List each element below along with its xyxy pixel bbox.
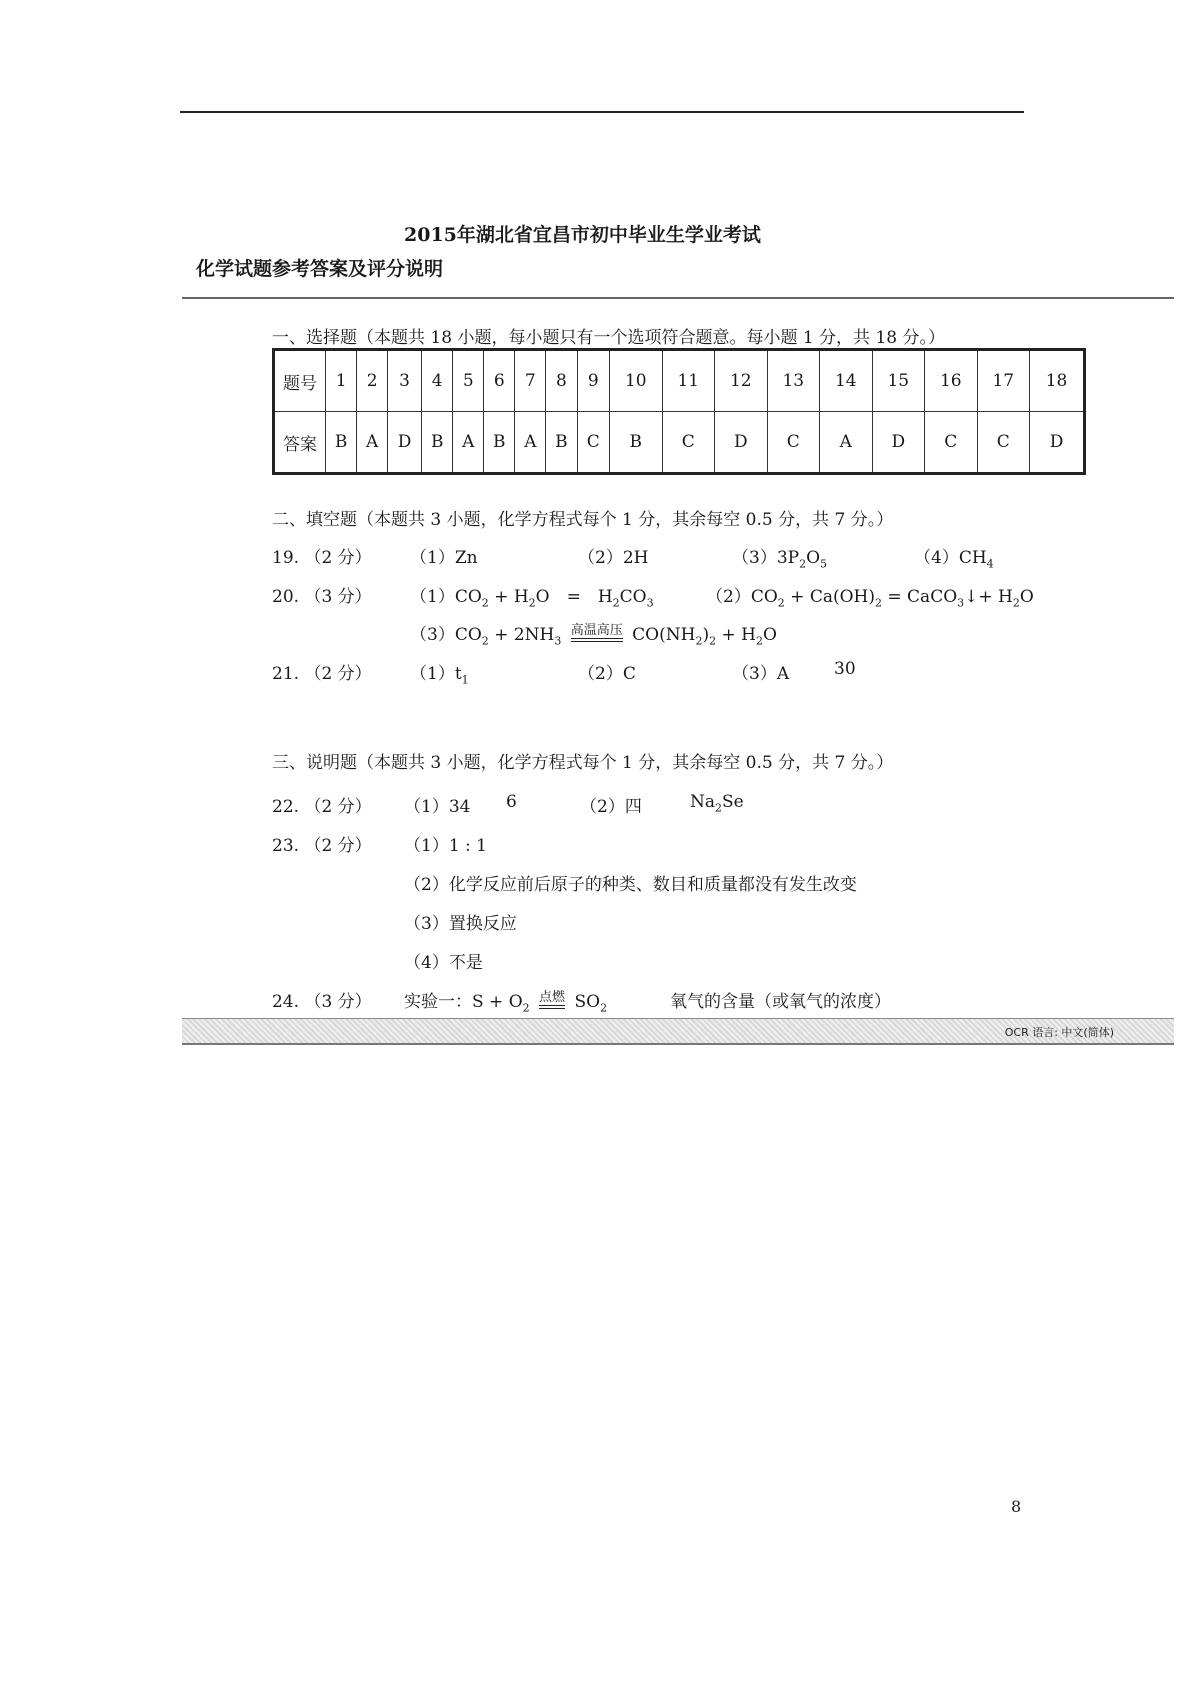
reaction-condition: 点燃 bbox=[535, 997, 569, 1015]
header-rule bbox=[180, 111, 1024, 113]
q22-answer2-formula: $Na_2Se$ bbox=[690, 792, 744, 815]
table-cell: 18 bbox=[1030, 350, 1085, 412]
table-cell: B bbox=[546, 412, 577, 474]
document-subtitle: 化学试题参考答案及评分说明 bbox=[196, 258, 444, 280]
table-cell: C bbox=[662, 412, 715, 474]
table-cell: 15 bbox=[872, 350, 925, 412]
q19-answer3: $(3)3P_2O_5$ bbox=[732, 548, 828, 571]
table-cell: C bbox=[767, 412, 820, 474]
table-cell: B bbox=[484, 412, 515, 474]
table-cell: 2 bbox=[357, 350, 388, 412]
scan-top-border bbox=[182, 297, 1174, 299]
table-cell: D bbox=[388, 412, 422, 474]
row-label-answer: 答案 bbox=[274, 412, 326, 474]
table-cell: D bbox=[1030, 412, 1085, 474]
q23-answer1: （1）1 : 1 bbox=[404, 836, 487, 856]
q21-answer3-value: 30 bbox=[834, 659, 856, 679]
table-cell: 16 bbox=[925, 350, 978, 412]
table-cell: 17 bbox=[977, 350, 1030, 412]
q21-answer1: $(1)t_1$ bbox=[410, 664, 469, 687]
q22-answer2: （2）四 bbox=[580, 797, 642, 817]
answer-table bbox=[272, 348, 1086, 475]
q23-answer2: （2）化学反应前后原子的种类、数目和质量都没有发生改变 bbox=[404, 875, 857, 895]
section1-heading: 一、选择题（本题共 18 小题，每小题只有一个选项符合题意。每小题 1 分，共 18 分。） bbox=[272, 328, 946, 348]
table-cell: 8 bbox=[546, 350, 577, 412]
q21-answer2: （2）C bbox=[578, 664, 636, 684]
table-cell: D bbox=[715, 412, 768, 474]
q20-equation1: $(1)CO_2 + H_2O$ = $H_2CO_3$ bbox=[410, 587, 654, 610]
section3-heading: 三、说明题（本题共 3 小题，化学方程式每个 1 分，其余每空 0.5 分，共 7 分。） bbox=[272, 753, 894, 773]
table-cell: 14 bbox=[820, 350, 873, 412]
q24-label: 24. （3 分） bbox=[272, 992, 372, 1012]
ocr-status-bar bbox=[182, 1018, 1174, 1045]
table-cell: 13 bbox=[767, 350, 820, 412]
section2-heading: 二、填空题（本题共 3 小题，化学方程式每个 1 分，其余每空 0.5 分，共 7 分。） bbox=[272, 510, 894, 530]
table-cell: 12 bbox=[715, 350, 768, 412]
table-cell: B bbox=[326, 412, 357, 474]
table-cell: A bbox=[453, 412, 484, 474]
q20-label: 20. （3 分） bbox=[272, 587, 372, 607]
table-cell: A bbox=[515, 412, 546, 474]
table-cell: 11 bbox=[662, 350, 715, 412]
q21-answer3: （3）A bbox=[732, 664, 790, 684]
table-cell: 6 bbox=[484, 350, 515, 412]
table-cell: 7 bbox=[515, 350, 546, 412]
q21-label: 21. （2 分） bbox=[272, 664, 372, 684]
table-cell: A bbox=[820, 412, 873, 474]
document-title: 2015年湖北省宜昌市初中毕业生学业考试 bbox=[404, 224, 761, 246]
q19-answer1: （1）Zn bbox=[410, 548, 478, 568]
q19-answer4: $(4)CH_4$ bbox=[914, 548, 994, 571]
page-number: 8 bbox=[1011, 1497, 1022, 1516]
table-cell: 5 bbox=[453, 350, 484, 412]
table-cell: D bbox=[872, 412, 925, 474]
q20-equation2: $(2)CO_2 + Ca(OH)_2$ = CaCO$_3$↓+ $H_2O$ bbox=[706, 587, 1034, 610]
q22-label: 22. （2 分） bbox=[272, 797, 372, 817]
q22-answer1: （1）34 bbox=[404, 797, 471, 817]
table-cell: 4 bbox=[422, 350, 453, 412]
q19-answer2: （2）2H bbox=[578, 548, 649, 568]
table-cell: B bbox=[422, 412, 453, 474]
ocr-language-label: OCR 语言: 中文(简体) bbox=[1004, 1026, 1114, 1039]
table-cell: C bbox=[977, 412, 1030, 474]
table-cell: 10 bbox=[610, 350, 663, 412]
q20-equation3: $(3)CO_2 + 2NH_3$ 高温高压 $CO(NH_2)_2 + H_2O$ bbox=[410, 623, 777, 648]
table-cell: 1 bbox=[326, 350, 357, 412]
reaction-condition: 高温高压 bbox=[567, 630, 627, 648]
q23-answer4: （4）不是 bbox=[404, 953, 483, 973]
q24-equation: 实验一：$S + O_2$ 点燃 $SO_2$ bbox=[404, 990, 608, 1015]
q22-answer1-value: 6 bbox=[506, 792, 517, 812]
q24-note: 氧气的含量（或氧气的浓度） bbox=[670, 992, 891, 1012]
table-cell: B bbox=[610, 412, 663, 474]
table-cell: 3 bbox=[388, 350, 422, 412]
table-cell: C bbox=[925, 412, 978, 474]
row-label-number: 题号 bbox=[274, 350, 326, 412]
number-row bbox=[274, 350, 1085, 412]
q23-label: 23. （2 分） bbox=[272, 836, 372, 856]
table-cell: A bbox=[357, 412, 388, 474]
q19-label: 19. （2 分） bbox=[272, 548, 372, 568]
table-cell: 9 bbox=[577, 350, 610, 412]
answer-row bbox=[274, 412, 1085, 474]
table-cell: C bbox=[577, 412, 610, 474]
q23-answer3: （3）置换反应 bbox=[404, 914, 517, 934]
